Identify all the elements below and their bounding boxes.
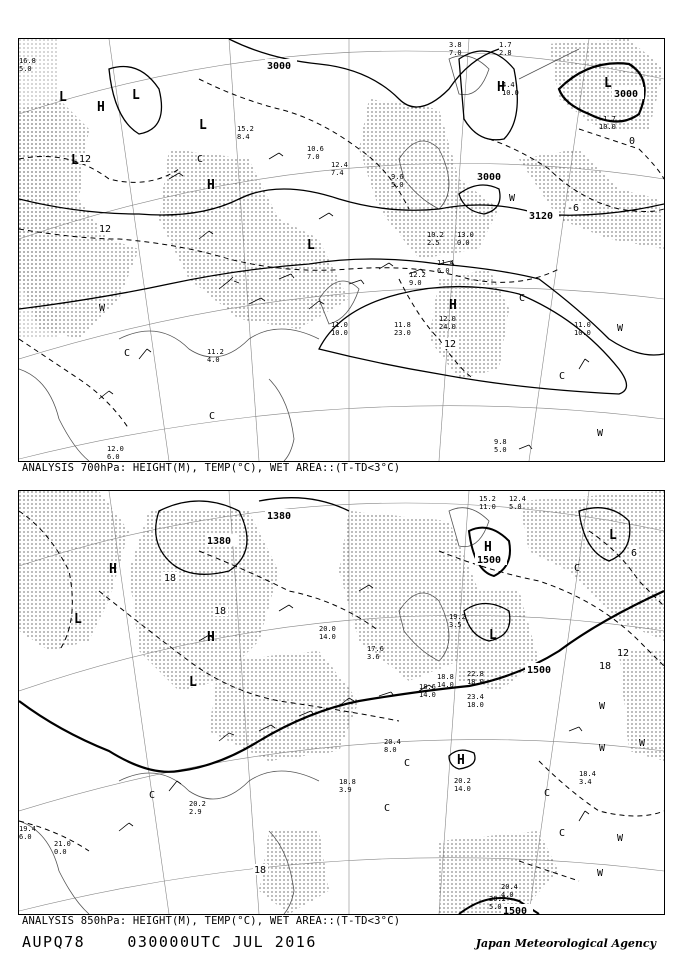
- height-contour-label: 3120: [529, 211, 554, 222]
- station-dewpoint-depression: 0.0: [54, 848, 67, 856]
- warm-center: W: [599, 743, 606, 754]
- station-dewpoint-depression: 14.0: [419, 691, 436, 699]
- station-temperature: 21.0: [54, 840, 71, 848]
- station-temperature: 15.2: [237, 125, 254, 133]
- cold-center: C: [544, 788, 551, 799]
- isotherm-label: 18: [164, 573, 177, 584]
- low-pressure-center: L: [199, 118, 207, 133]
- valid-time: 030000UTC JUL 2016: [127, 933, 317, 951]
- low-pressure-center: L: [71, 153, 79, 168]
- cold-center: C: [149, 790, 156, 801]
- station-dewpoint-depression: 4.0: [501, 891, 514, 899]
- height-contour-label: 1500: [527, 665, 552, 676]
- cold-center: C: [404, 758, 411, 769]
- station-dewpoint-depression: 3.5: [449, 621, 462, 629]
- high-pressure-center: H: [97, 100, 105, 115]
- station-dewpoint-depression: 3.6: [367, 653, 380, 661]
- agency-credit: Japan Meteorological Agency: [475, 937, 656, 950]
- station-temperature: 18.8: [437, 673, 454, 681]
- high-pressure-center: H: [457, 753, 465, 768]
- station-dewpoint-depression: 18.0: [467, 701, 484, 709]
- height-contour-label: 1500: [477, 555, 502, 566]
- station-temperature: 9.6: [391, 173, 404, 181]
- isotherm-label: 6: [631, 548, 638, 559]
- station-temperature: 11.8: [394, 321, 411, 329]
- wet-area: [259, 831, 329, 914]
- map-panel-850hpa: [18, 490, 665, 915]
- station-temperature: 18.8: [339, 778, 356, 786]
- station-dewpoint-depression: 2.9: [189, 808, 202, 816]
- station-dewpoint-depression: 9.0: [409, 279, 422, 287]
- station-dewpoint-depression: 7.4: [331, 169, 344, 177]
- caption-850hpa: ANALYSIS 850hPa: HEIGHT(M), TEMP(°C), WET AREA::(T-TD<3°C): [22, 915, 401, 927]
- station-temperature: -1.7: [599, 115, 616, 123]
- station-temperature: 20.0: [319, 625, 336, 633]
- station-temperature: 20.2: [189, 800, 206, 808]
- low-pressure-center: L: [189, 675, 197, 690]
- station-dewpoint-depression: 5.0: [391, 181, 404, 189]
- station-temperature: 10.6: [307, 145, 324, 153]
- station-temperature: 12.4: [509, 495, 526, 503]
- station-dewpoint-depression: 24.0: [439, 323, 456, 331]
- station-temperature: 16.8: [19, 57, 36, 65]
- warm-center: W: [597, 428, 604, 439]
- cold-center: C: [124, 348, 131, 359]
- station-dewpoint-depression: 6.0: [437, 267, 450, 275]
- station-temperature: 20.4: [501, 883, 518, 891]
- height-contour-label: 1500: [503, 906, 528, 914]
- warm-center: W: [99, 303, 106, 314]
- station-temperature: 12.0: [439, 315, 456, 323]
- low-pressure-center: L: [74, 612, 82, 627]
- isotherm-label: 12: [444, 339, 457, 350]
- station-dewpoint-depression: 6.0: [19, 833, 32, 841]
- station-dewpoint-depression: 14.0: [454, 785, 471, 793]
- isotherm-label: 18: [254, 865, 267, 876]
- high-pressure-center: H: [484, 540, 492, 555]
- wet-area: [19, 99, 139, 339]
- station-temperature: 9.8: [494, 438, 507, 446]
- station-dewpoint-depression: 8.0: [384, 746, 397, 754]
- station-temperature: 11.2: [207, 348, 224, 356]
- warm-center: W: [617, 833, 624, 844]
- station-dewpoint-depression: 18.0: [467, 678, 484, 686]
- chart-identifier: [22, 933, 317, 951]
- station-temperature: 19.2: [449, 613, 466, 621]
- station-dewpoint-depression: 3.9: [339, 786, 352, 794]
- high-pressure-center: H: [497, 80, 505, 95]
- station-dewpoint-depression: 10.0: [502, 89, 519, 97]
- wet-area: [519, 491, 664, 641]
- station-temperature: 1.7: [499, 41, 512, 49]
- station-temperature: 17.6: [367, 645, 384, 653]
- station-dewpoint-depression: 5.0: [489, 903, 502, 911]
- low-pressure-center: L: [604, 76, 612, 91]
- station-temperature: 18.4: [579, 770, 596, 778]
- map-700hpa-svg: [19, 39, 664, 461]
- station-temperature: 11.0: [331, 321, 348, 329]
- isotherm-label: -6: [567, 203, 580, 214]
- station-temperature: 11.0: [574, 321, 591, 329]
- station-dewpoint-depression: 10.0: [574, 329, 591, 337]
- low-pressure-center: L: [132, 88, 140, 103]
- isotherm-label: 0: [629, 136, 636, 147]
- station-dewpoint-depression: 5.0: [19, 65, 32, 73]
- station-temperature: 11.4: [437, 259, 454, 267]
- station-dewpoint-depression: 10.0: [331, 329, 348, 337]
- station-temperature: 3.8: [449, 41, 462, 49]
- cold-center: C: [197, 154, 204, 165]
- station-dewpoint-depression: 6.0: [107, 453, 120, 461]
- isotherm-label: 12: [99, 224, 112, 235]
- high-pressure-center: H: [109, 562, 117, 577]
- station-dewpoint-depression: 10.0: [599, 123, 616, 131]
- height-contour-label: 3000: [267, 61, 292, 72]
- station-temperature: 13.0: [457, 231, 474, 239]
- height-contour-label: 3000: [614, 89, 639, 100]
- station-dewpoint-depression: 7.0: [307, 153, 320, 161]
- cold-center: C: [384, 803, 391, 814]
- high-pressure-center: H: [207, 630, 215, 645]
- cold-center: C: [519, 293, 526, 304]
- station-temperature: 10.2: [427, 231, 444, 239]
- low-pressure-center: L: [489, 628, 497, 643]
- high-pressure-center: H: [207, 178, 215, 193]
- caption-700hpa: ANALYSIS 700hPa: HEIGHT(M), TEMP(°C), WET AREA::(T-TD<3°C): [22, 462, 401, 474]
- cold-center: C: [574, 563, 581, 574]
- station-dewpoint-depression: 5.0: [494, 446, 507, 454]
- station-temperature: 4.4: [502, 81, 515, 89]
- station-temperature: 12.0: [107, 445, 124, 453]
- warm-center: W: [509, 193, 516, 204]
- warm-center: W: [617, 323, 624, 334]
- cold-center: C: [559, 371, 566, 382]
- station-temperature: 20.2: [489, 895, 506, 903]
- station-temperature: 15.2: [479, 495, 496, 503]
- low-pressure-center: L: [609, 528, 617, 543]
- isotherm-label: 12: [79, 154, 92, 165]
- station-temperature: 18.6: [419, 683, 436, 691]
- station-temperature: 20.4: [384, 738, 401, 746]
- isotherm-label: 18: [214, 606, 227, 617]
- station-dewpoint-depression: 23.0: [394, 329, 411, 337]
- warm-center: W: [599, 701, 606, 712]
- warm-center: W: [597, 868, 604, 879]
- height-contour-label: 1380: [267, 511, 292, 522]
- station-temperature: 23.4: [467, 693, 484, 701]
- low-pressure-center: L: [307, 238, 315, 253]
- cold-center: C: [209, 411, 216, 422]
- isotherm-label: 18: [599, 661, 612, 672]
- station-dewpoint-depression: 4.0: [207, 356, 220, 364]
- station-dewpoint-depression: 14.0: [319, 633, 336, 641]
- station-temperature: 20.2: [454, 777, 471, 785]
- cold-center: C: [559, 828, 566, 839]
- low-pressure-center: L: [59, 90, 67, 105]
- station-temperature: 22.8: [467, 670, 484, 678]
- station-dewpoint-depression: 14.0: [437, 681, 454, 689]
- map-850hpa-svg: [19, 491, 664, 914]
- station-dewpoint-depression: 11.0: [479, 503, 496, 511]
- station-dewpoint-depression: 2.5: [427, 239, 440, 247]
- high-pressure-center: H: [449, 298, 457, 313]
- chart-code: AUPQ78: [22, 933, 86, 951]
- station-dewpoint-depression: 3.4: [579, 778, 592, 786]
- station-dewpoint-depression: 5.0: [509, 503, 522, 511]
- station-temperature: 12.2: [409, 271, 426, 279]
- map-panel-700hpa: [18, 38, 665, 462]
- station-dewpoint-depression: 8.4: [237, 133, 250, 141]
- station-temperature: 12.4: [331, 161, 348, 169]
- warm-center: W: [639, 738, 646, 749]
- station-temperature: 19.4: [19, 825, 36, 833]
- station-dewpoint-depression: 7.0: [449, 49, 462, 57]
- height-contour-label: 1380: [207, 536, 232, 547]
- isotherm-label: 12: [617, 648, 630, 659]
- height-contour-label: 3000: [477, 172, 502, 183]
- station-dewpoint-depression: 2.8: [499, 49, 512, 57]
- station-dewpoint-depression: 0.0: [457, 239, 470, 247]
